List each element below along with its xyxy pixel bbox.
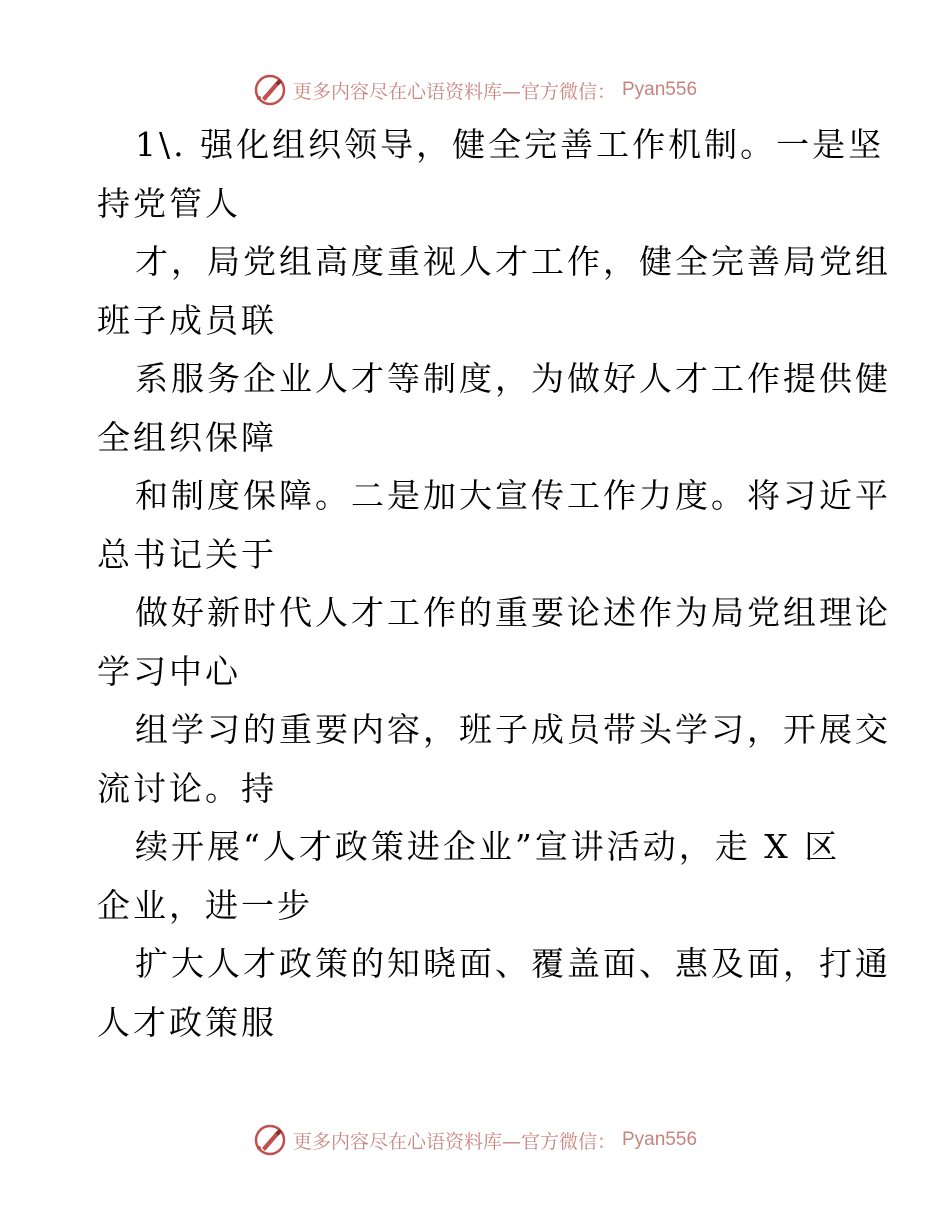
body-text-line: 学习中心 [97, 651, 241, 691]
watermark-text: 更多内容尽在心语资料库—官方微信： [292, 1130, 616, 1153]
pen-logo-icon [253, 1123, 287, 1157]
watermark-text: 更多内容尽在心语资料库—官方微信： [292, 80, 616, 103]
body-text-line: 总书记关于 [97, 534, 277, 574]
watermark-wechat-id: Pyan556 [622, 1129, 698, 1150]
body-text-line: 班子成员联 [97, 300, 277, 340]
pen-logo-icon [253, 73, 287, 107]
body-text-line: 做好新时代人才工作的重要论述作为局党组理论 [135, 593, 891, 632]
document-body [97, 116, 891, 1052]
footer-watermark [0, 1120, 950, 1160]
body-text-line: 企业，进一步 [97, 885, 313, 925]
body-text-line: 续开展“人才政策进企业”宣讲活动，走 X 区 [135, 827, 841, 866]
body-text-line: 流讨论。持 [97, 768, 277, 808]
body-text-line: 系服务企业人才等制度，为做好人才工作提供健 [135, 359, 891, 398]
body-text-line: 1\. 强化组织领导，健全完善工作机制。一是坚 [135, 125, 885, 164]
body-text-line: 人才政策服 [97, 1002, 277, 1042]
body-text-line: 组学习的重要内容，班子成员带头学习，开展交 [135, 710, 891, 749]
watermark-wechat-id: Pyan556 [622, 79, 698, 100]
header-watermark [0, 70, 950, 110]
body-text-line: 持党管人 [97, 183, 241, 223]
body-text-line: 全组织保障 [97, 417, 277, 457]
body-text-line: 扩大人才政策的知晓面、覆盖面、惠及面，打通 [135, 944, 891, 983]
body-text-line: 和制度保障。二是加大宣传工作力度。将习近平 [135, 476, 891, 515]
body-text-line: 才，局党组高度重视人才工作，健全完善局党组 [135, 242, 891, 281]
